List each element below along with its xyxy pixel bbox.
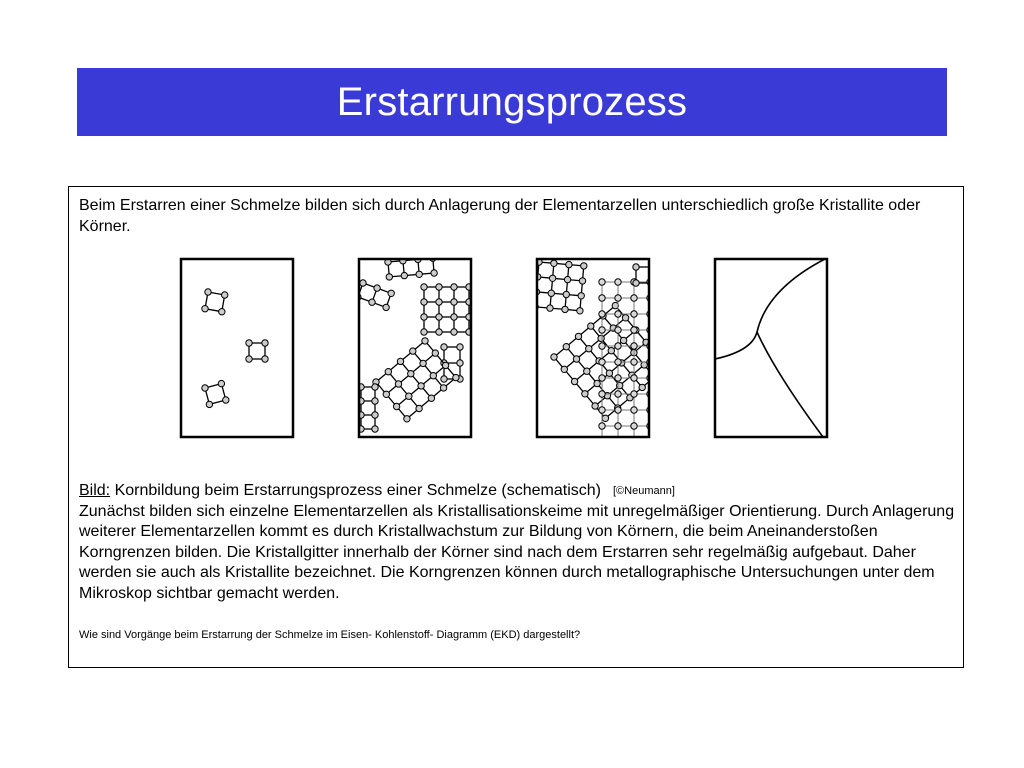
atom: [404, 416, 410, 422]
atom: [440, 385, 446, 391]
panel-4-grain-boundaries: [715, 259, 827, 437]
atom: [631, 311, 637, 317]
atom: [431, 270, 437, 276]
lattice-bond: [656, 355, 666, 367]
slide-title: Erstarrungsprozess: [336, 79, 688, 124]
intro-text: Beim Erstarren einer Schmelze bilden sich durch Anlagerung der Elementarzellen unterschiedlich große Kristallite oder Körner.: [79, 197, 921, 235]
atom: [441, 376, 447, 382]
atom: [631, 375, 637, 381]
atom: [451, 329, 457, 335]
atom: [420, 360, 426, 366]
atom: [663, 279, 669, 285]
atom: [202, 385, 208, 391]
atom: [599, 391, 605, 397]
atom: [615, 327, 621, 333]
atom: [663, 423, 669, 429]
atom: [594, 380, 600, 386]
atom: [584, 368, 590, 374]
atom: [383, 304, 389, 310]
content-box: [68, 186, 964, 668]
atom: [223, 397, 229, 403]
atom: [615, 391, 621, 397]
atom: [631, 359, 637, 365]
atom: [416, 405, 422, 411]
atom: [457, 360, 463, 366]
atom: [421, 329, 427, 335]
atom: [617, 382, 623, 388]
atom: [562, 306, 568, 312]
lattice-bond: [654, 367, 666, 377]
atom: [631, 327, 637, 333]
atom: [615, 423, 621, 429]
atom: [202, 306, 208, 312]
atom: [582, 391, 588, 397]
atom: [663, 375, 669, 381]
atom: [615, 359, 621, 365]
atom: [563, 291, 569, 297]
atom: [615, 343, 621, 349]
atom: [602, 415, 608, 421]
atom: [581, 263, 587, 269]
atom: [360, 280, 366, 286]
panel-1-cells: [202, 289, 268, 408]
atom: [262, 356, 268, 362]
atom: [442, 362, 448, 368]
atom: [416, 271, 422, 277]
atom: [451, 299, 457, 305]
atom: [262, 340, 268, 346]
atom: [647, 439, 653, 442]
atom: [606, 370, 612, 376]
atom: [564, 276, 570, 282]
title-bar: [77, 68, 947, 136]
grain-formation-figure: [69, 257, 965, 442]
atom: [551, 260, 557, 266]
atom: [418, 383, 424, 389]
atom: [664, 364, 670, 370]
atom: [397, 358, 403, 364]
atom: [599, 279, 605, 285]
atom: [663, 295, 669, 301]
atom: [385, 369, 391, 375]
atom: [631, 343, 637, 349]
atom: [369, 299, 375, 305]
panel-1-nuclei: [181, 259, 293, 437]
atom: [436, 284, 442, 290]
atom: [428, 395, 434, 401]
atom: [222, 292, 228, 298]
atom: [566, 261, 572, 267]
question-text: Wie sind Vorgänge beim Erstarrung der Schmelze im Eisen- Kohlenstoff- Diagramm (EKD) dargestellt?: [79, 629, 581, 641]
atom: [622, 315, 628, 321]
atom: [663, 391, 669, 397]
atom: [205, 289, 211, 295]
atom: [615, 279, 621, 285]
atom: [436, 314, 442, 320]
atom: [615, 375, 621, 381]
atom: [615, 407, 621, 413]
atom: [374, 285, 380, 291]
atom: [663, 407, 669, 413]
atom: [631, 407, 637, 413]
caption-block: [79, 481, 959, 605]
atom: [577, 308, 583, 314]
atom: [383, 391, 389, 397]
atom: [615, 311, 621, 317]
atom: [561, 366, 567, 372]
atom: [548, 290, 554, 296]
panel-3-grains: [532, 259, 670, 442]
atom: [615, 439, 621, 442]
atom: [598, 335, 604, 341]
atom: [372, 426, 378, 432]
atom: [401, 272, 407, 278]
atom: [599, 439, 605, 442]
atom: [408, 371, 414, 377]
atom: [586, 346, 592, 352]
atom: [451, 284, 457, 290]
atom: [588, 323, 594, 329]
atom: [631, 439, 637, 442]
atom: [441, 344, 447, 350]
atom: [615, 295, 621, 301]
grain-boundary-line: [715, 259, 825, 359]
body-text: Zunächst bilden sich einzelne Elementarzellen als Kristallisationskeime mit unregelmäßiger Orientierung. Durch Anlagerung weiterer Elementarzellen kommt es durch Kristallwachstum zur Bildung von Körnern, die beim Aneinanderstoßen Korngrenzen bilden. Die Kristallgitter innerhalb der Körner sind nach dem Erstarren sehr regelmäßig aufgebaut. Daher werden sie auch als Kristallite bezeichnet. Die Korngrenzen können durch metallographische Untersuchungen unter dem Mikroskop sichtbar gemacht werden.: [79, 502, 955, 602]
atom: [599, 359, 605, 365]
atom: [620, 337, 626, 343]
grain-formation-svg: [69, 257, 965, 442]
atom: [633, 280, 639, 286]
atom: [421, 314, 427, 320]
atom: [547, 305, 553, 311]
atom: [663, 311, 669, 317]
atom: [372, 384, 378, 390]
panel-2-cells: [355, 257, 473, 432]
atom: [663, 327, 669, 333]
atom: [421, 284, 427, 290]
atom: [432, 350, 438, 356]
atom: [388, 290, 394, 296]
grain-boundary-line: [757, 332, 823, 437]
figure-caption: [79, 481, 959, 502]
atom: [451, 314, 457, 320]
atom: [406, 393, 412, 399]
atom: [410, 348, 416, 354]
atom: [206, 401, 212, 407]
atom: [246, 356, 252, 362]
atom: [599, 295, 605, 301]
atom: [631, 423, 637, 429]
atom: [421, 299, 427, 305]
atom: [639, 384, 645, 390]
atom: [422, 338, 428, 344]
image-credit: [©Neumann]: [613, 485, 675, 497]
atom: [599, 423, 605, 429]
atom: [395, 381, 401, 387]
panel-1-frame: [181, 259, 293, 437]
panel-4-frame: [715, 259, 827, 437]
atom: [563, 344, 569, 350]
atom: [386, 274, 392, 280]
atom: [599, 407, 605, 413]
atom: [430, 373, 436, 379]
atom: [633, 264, 639, 270]
caption-text: Kornbildung beim Erstarrungsprozess einer Schmelze (schematisch): [110, 482, 601, 499]
atom: [579, 278, 585, 284]
atom: [575, 333, 581, 339]
atom: [651, 374, 657, 380]
atom: [663, 359, 669, 365]
atom: [246, 340, 252, 346]
atom: [436, 329, 442, 335]
atom: [578, 293, 584, 299]
atom: [599, 375, 605, 381]
atom: [631, 295, 637, 301]
atom: [592, 403, 598, 409]
atom: [453, 374, 459, 380]
atom: [372, 398, 378, 404]
atom: [571, 378, 577, 384]
atom: [608, 348, 614, 354]
panel-2-growth: [355, 257, 473, 437]
atom: [599, 343, 605, 349]
caption-prefix: Bild:: [79, 482, 111, 499]
atom: [436, 299, 442, 305]
atom: [551, 354, 557, 360]
atom: [653, 351, 659, 357]
atom: [457, 344, 463, 350]
atom: [573, 356, 579, 362]
atom: [599, 311, 605, 317]
atom: [663, 439, 669, 442]
atom: [599, 327, 605, 333]
atom: [218, 380, 224, 386]
atom: [219, 309, 225, 315]
atom: [372, 412, 378, 418]
atom: [549, 275, 555, 281]
atom: [393, 403, 399, 409]
atom: [631, 391, 637, 397]
atom: [663, 343, 669, 349]
